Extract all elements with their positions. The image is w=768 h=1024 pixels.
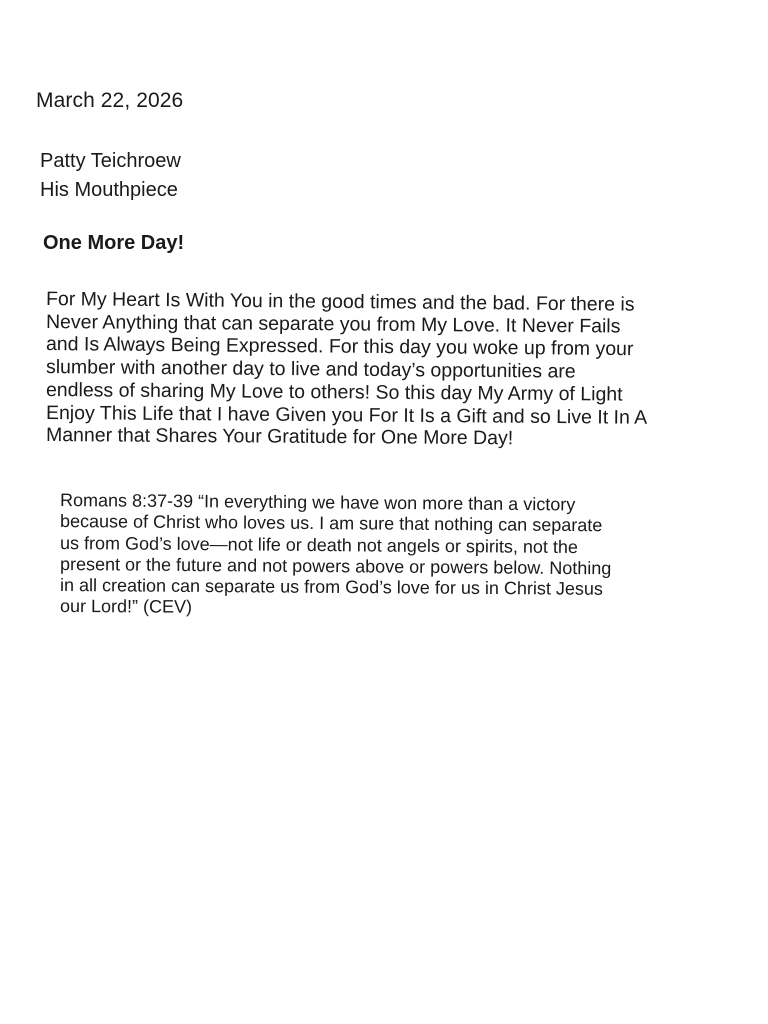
scripture-line: our Lord!” (CEV): [59, 596, 193, 618]
scripture-line: Romans 8:37-39 “In everything we have won more than a victory: [59, 490, 576, 515]
document-date: March 22, 2026: [36, 89, 184, 112]
scripture-line: in all creation can separate us from God’s love for us in Christ Jesus: [59, 575, 603, 599]
scripture-quote: [60, 490, 750, 618]
message-line: Never Anything that can separate you from My Love. It Never Fails: [45, 310, 621, 338]
message-line: endless of sharing My Love to others! So this day My Army of Light: [45, 378, 623, 406]
author-name: Patty Teichroew: [40, 150, 181, 172]
scripture-line: present or the future and not powers above or powers below. Nothing: [59, 553, 612, 579]
message-paragraph: [45, 288, 756, 450]
document-title: One More Day!: [43, 232, 185, 254]
message-line: and Is Always Being Expressed. For this day you woke up from your: [45, 333, 634, 361]
message-line: Manner that Shares Your Gratitude for One More Day!: [45, 424, 514, 450]
message-line: slumber with another day to live and today’s opportunities are: [45, 356, 576, 383]
message-line: Enjoy This Life that I have Given you For It Is a Gift and so Live It In A: [45, 401, 648, 429]
author-block: [40, 147, 181, 205]
scripture-line: because of Christ who loves us. I am sure that nothing can separate: [59, 511, 603, 536]
author-role: His Mouthpiece: [40, 179, 178, 201]
message-line: For My Heart Is With You in the good times and the bad. For there is: [45, 288, 635, 316]
scripture-line: us from God’s love—not life or death not angels or spirits, not the: [59, 532, 579, 557]
